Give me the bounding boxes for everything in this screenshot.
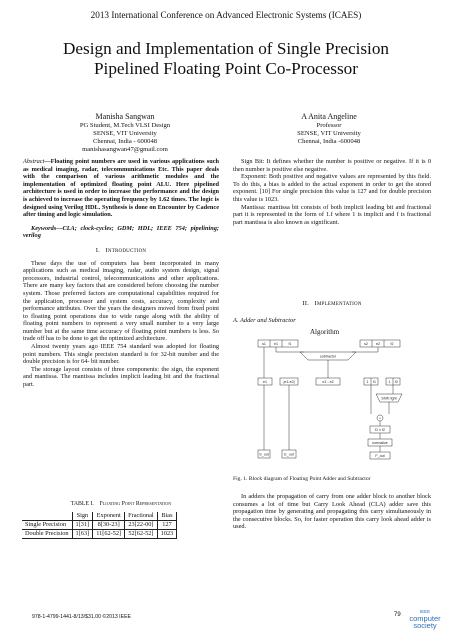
keywords-text: CLA; clock-cycles; GDM; HDL; IEEE 754; pipelining; verilog [23, 224, 219, 240]
diagram-label: F_out [375, 454, 385, 458]
left-column [23, 158, 219, 389]
table-header-cell: Bias [157, 512, 177, 521]
intro-paragraph: The storage layout consists of three components: the sign, the exponent and mantissa. The mantissa includes implicit leading bit and the fractional part. [23, 365, 219, 389]
table-cell: Double Precision [22, 530, 72, 539]
diagram-label: f2 [390, 342, 394, 347]
abstract-label: Abstract [23, 158, 45, 165]
author-2 [254, 111, 404, 146]
diagram-label: f2 [395, 380, 398, 384]
diagram-label: f1 ± f2 [375, 428, 385, 432]
diagram-label: |e1-e2| [283, 380, 295, 384]
diagram-label: 1 [388, 380, 391, 384]
diagram-label: e1 [274, 342, 278, 347]
logo-word: computer [409, 614, 441, 623]
table-cell: 23[22-00] [125, 521, 158, 530]
intro-paragraph: These days the use of computers has been incorporated in many applications such as medical imaging, radar, audio system design, signal processors, industrial control, telecommunications and other applications. There are many key factors that are considered before choosing the number system. Those preferred factors are computational capabilities required for the application, processor and system costs, accuracy, complexity and performance attributes. Over the years the designers moved from fixed point to floating point operations due to wide range along with the ability of floating point numbers to represent a very small number to a very large number but at the same time accuracy of floating point numbers is less. So trade off has to be done to get the optimized architecture. [23, 259, 219, 343]
table-header-row [22, 512, 177, 521]
table-header-cell [22, 512, 72, 521]
table-header-cell: Fractional [125, 512, 158, 521]
diagram-label: e1 - e2 [322, 380, 334, 384]
table-cell: 11[62-52] [93, 530, 125, 539]
table-header-cell: Sign [72, 512, 93, 521]
table-cell: 1023 [157, 530, 177, 539]
table-cell: 1[63] [72, 530, 93, 539]
abstract [23, 158, 219, 219]
right-column-bottom [233, 493, 431, 531]
section-heading-implementation: II. Implementation [302, 300, 362, 307]
diagram-label: f1 [288, 342, 292, 347]
author-name: A Anita Angeline [301, 112, 357, 121]
figure-caption: Fig. 1. Block diagram of Floating Point Adder and Subtractor [233, 476, 371, 482]
representation-table [22, 512, 177, 539]
body-paragraph: Exponent: Both positive and negative values are represented by this field. To do this, a bias is added to the actual exponent in order to get the stored exponent. [10] For single precision this value is 127 and for double precision this value is 1023. [233, 173, 431, 203]
title-line-2: Pipelined Floating Point Co-Processor [93, 59, 358, 78]
section-heading-introduction: I. Introduction [95, 246, 147, 254]
diagram-label: S_out [259, 452, 269, 457]
diagram-label: 1 [366, 380, 369, 384]
diagram-label: Shift right [381, 396, 397, 401]
diagram-svg [252, 338, 408, 470]
diagram-label: subtractor [320, 354, 336, 359]
body-paragraph: Mantissa: mantissa bit consists of both implicit leading bit and fractional part it is represented in the form of 1.f where 1 is implicit and f is fractional part mantissa is also known as significant. [233, 203, 431, 226]
table-caption: TABLE I. Floating Point Representation [70, 501, 172, 507]
page-number: 79 [394, 612, 401, 618]
table-row [22, 530, 177, 539]
conference-header: 2013 International Conference on Advanced Electronic Systems (ICAES) [90, 10, 362, 20]
keywords-label: Keywords— [31, 224, 63, 232]
diagram-label: f1 [373, 380, 376, 384]
table-cell: 127 [157, 521, 177, 530]
block-diagram [252, 338, 408, 470]
computer-society-logo [405, 608, 445, 632]
title-line-1: Design and Implementation of Single Precision [62, 39, 390, 58]
diagram-label: + [378, 416, 382, 421]
author-affiliation: Professor [316, 122, 342, 129]
intro-paragraph: Almost twenty years ago IEEE 754 standard was adopted for floating point numbers. This single precision standard is for 32-bit number and the double precision is for 64- bit number. [23, 343, 219, 366]
body-paragraph: Sign Bit: It defines whether the number is positive or negative. If it is 0 then number is positive else negative. [233, 158, 431, 173]
abstract-text: —Floating point numbers are used in various applications such as medical imaging, radar, telecommunications Etc. This paper deals with the comparison of various arithmetic modules and the implementation of optimized floating point ALU. Here pipelined architecture is used in order to increase the performance and the design is achieved to increase the operating frequency by 1.62 times. The logic is designed using Verilog HDL. Synthesis is done on Encounter by Cadence after timing and logic simulation. [23, 158, 219, 219]
author-email: manishasangwan47@gmail.com [82, 146, 168, 153]
table-cell: 52[62-52] [125, 530, 158, 539]
diagram-label: e2 [376, 342, 380, 347]
logo-prefix: IEEE [419, 609, 431, 614]
body-paragraph: In adders the propagation of carry from one adder block to another block consumes a lot of time but Carry Look Ahead (CLA) adder save this propagation time by generating and propagating this carry simultaneously in the consecutive blocks. So, for faster operation this carry look ahead adder is used. [233, 493, 431, 531]
table-row [22, 521, 177, 530]
author-name: Manisha Sangwan [95, 112, 155, 121]
diagram-label: s2 [364, 342, 368, 347]
footer-isbn: 978-1-4799-1441-8/13/$31.00 ©2013 IEEE [32, 614, 132, 620]
diagram-label: E_out [284, 452, 294, 457]
author-affiliation: Chennai, India -600048 [297, 138, 361, 145]
author-affiliation: SENSE, VIT University [93, 130, 157, 137]
diagram-label: normalize [372, 441, 388, 445]
table-cell: 1[31] [72, 521, 93, 530]
right-column-top [233, 158, 431, 226]
table-header-cell: Exponent [93, 512, 125, 521]
subsection-heading: A. Adder and Subtractor [233, 317, 296, 324]
algorithm-label: Algorithm [310, 328, 340, 336]
diagram-label: s1 [262, 342, 266, 347]
keywords [23, 225, 219, 240]
diagram-label: e1 [263, 380, 267, 384]
author-1 [50, 111, 200, 154]
table-cell: 8[30-23] [93, 521, 125, 530]
logo-word-2: society [413, 621, 437, 630]
table-cell: Single Precision [22, 521, 72, 530]
paper-title [20, 39, 432, 79]
author-affiliation: SENSE, VIT University [297, 130, 361, 137]
author-affiliation: PG Student, M.Tech VLSI Design [79, 122, 171, 129]
author-affiliation: Chennai, India - 600048 [92, 138, 158, 145]
